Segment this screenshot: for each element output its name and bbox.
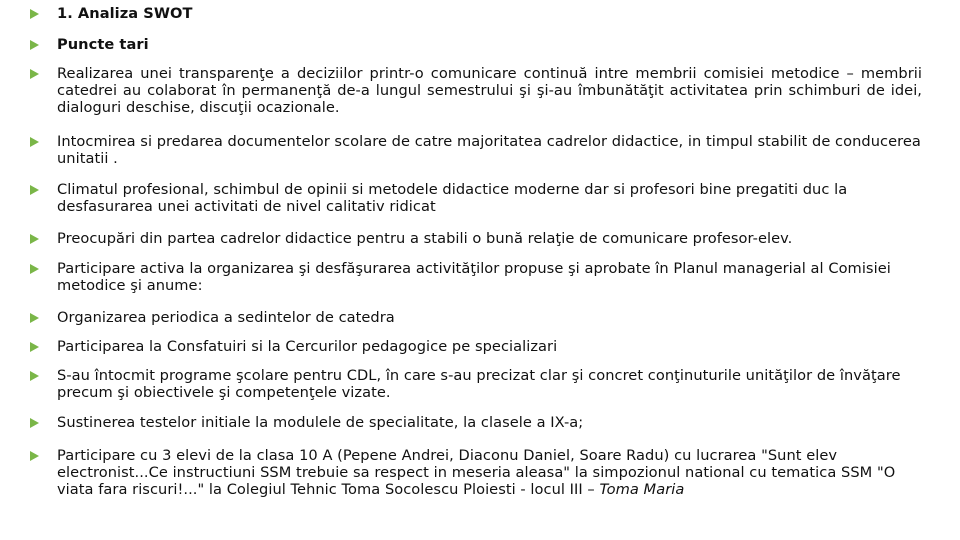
bullet-text: Realizarea unei transparenţe a deciziilor printr-o comunicare continuă intre membrii comisiei metodice – membrii catedrei au colaborat în permanenţă de-a lungul semestrului şi şi-au îmbunătăţit activitatea prin schimburi de idei, dialoguri deschise, discuţii ocazionale. xyxy=(57,65,922,116)
triangle-bullet-icon xyxy=(30,371,39,381)
triangle-bullet-icon xyxy=(30,137,39,147)
bullet-text: Participarea la Consfatuiri si la Cercurilor pedagogice pe specializari xyxy=(57,338,558,355)
triangle-bullet-icon xyxy=(30,418,39,428)
triangle-bullet-icon xyxy=(30,185,39,195)
bullet-text-main: Participare cu 3 elevi de la clasa 10 A (Pepene Andrei, Diaconu Daniel, Soare Radu) cu lucrarea "Sunt elev electronist...Ce instructiuni SSM trebuie sa respect in meseria aleasa" la simpozionul national cu tematica SSM "O viata fara riscuri!..." la Colegiul Tehnic Toma Socolescu Ploiesti - locul III – xyxy=(57,447,896,498)
triangle-bullet-icon xyxy=(30,69,39,79)
bullet-text: S-au întocmit programe şcolare pentru CDL, în care s-au precizat clar şi concret conţinuturile unităţilor de învăţare precum şi obiectivele şi competenţele vizate. xyxy=(57,367,901,401)
bullet-text: Climatul profesional, schimbul de opinii si metodele didactice moderne dar si profesori bine pregatiti duc la desfasurarea unei activitati de nivel calitativ ridicat xyxy=(57,181,848,215)
triangle-bullet-icon xyxy=(30,40,39,50)
triangle-bullet-icon xyxy=(30,313,39,323)
bullet-text-italic: Toma Maria xyxy=(599,481,685,498)
bullet-text: Organizarea periodica a sedintelor de catedra xyxy=(57,309,395,326)
bullet-text: Intocmirea si predarea documentelor scolare de catre majoritatea cadrelor didactice, in timpul stabilit de conducerea unitatii . xyxy=(57,133,921,167)
bullet-text: Sustinerea testelor initiale la modulele de specialitate, la clasele a IX-a; xyxy=(57,414,584,431)
bullet-text: Participare activa la organizarea şi desfăşurarea activităţilor propuse şi aprobate în Planul managerial al Comisiei metodice şi anume: xyxy=(57,260,891,294)
triangle-bullet-icon xyxy=(30,9,39,19)
slide-heading: 1. Analiza SWOT xyxy=(57,5,193,22)
triangle-bullet-icon xyxy=(30,234,39,244)
bullet-text: Preocupări din partea cadrelor didactice pentru a stabili o bună relaţie de comunicare profesor-elev. xyxy=(57,230,793,247)
triangle-bullet-icon xyxy=(30,451,39,461)
section-subheading: Puncte tari xyxy=(57,36,149,53)
bullet-text-last xyxy=(57,447,922,498)
triangle-bullet-icon xyxy=(30,342,39,352)
triangle-bullet-icon xyxy=(30,264,39,274)
